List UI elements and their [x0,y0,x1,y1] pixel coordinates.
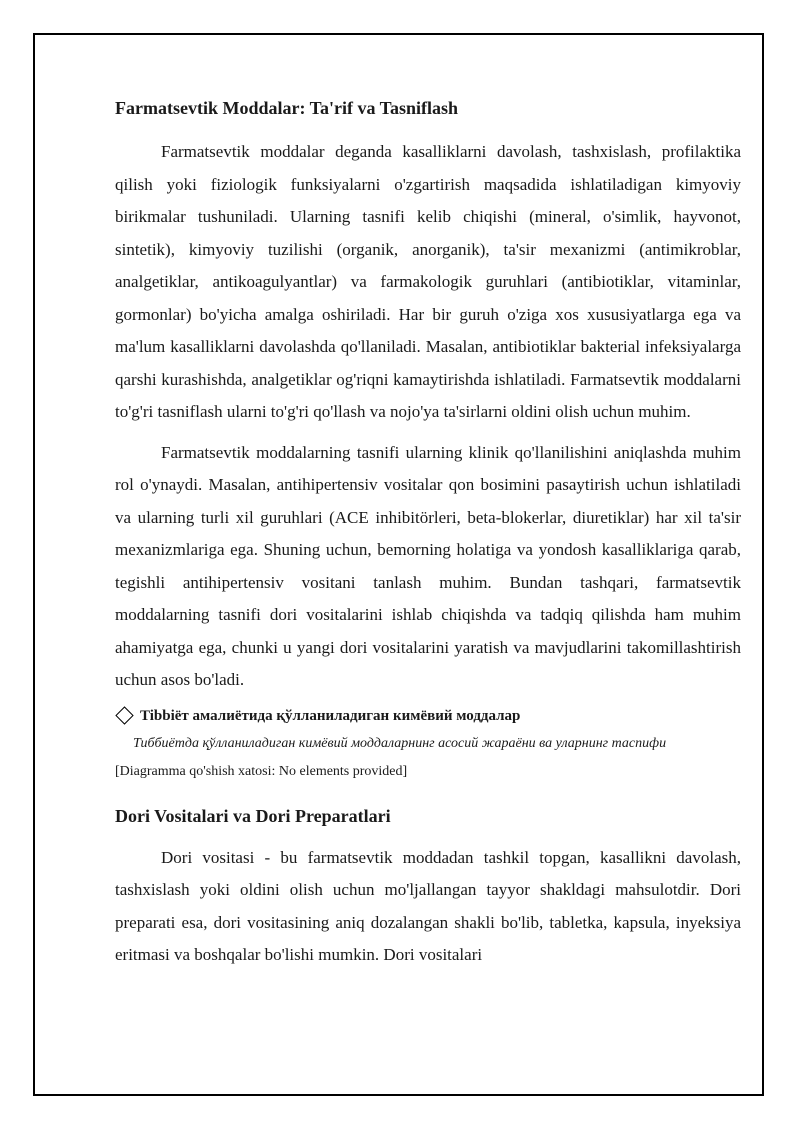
section-heading: Dori Vositalari va Dori Preparatlari [115,805,391,826]
diagram-placeholder [115,705,741,782]
paragraph: Farmatsevtik moddalar deganda kasalliklarni davolash, tashxislash, profilaktika qilish yoki fiziologik funksiyalarni o'zgartirish maqsadida ishlatiladigan kimyoviy birikmalar tushuniladi. Ularning tasnifi kelib chiqishi (mineral, o'simlik, hayvonot, sintetik), kimyoviy tuzilishi (organik, anorganik), ta'sir mexanizmi (antimikroblar, analgetiklar, antikoagulyantlar) va farmakologik guruhlari (antibiotiklar, vitaminlar, gormonlar) bo'yicha amalga oshiriladi. Har bir guruh o'ziga xos xususiyatlarga ega va ma'lum kasalliklarni davolashda qo'llaniladi. Masalan, antibiotiklar bakterial infeksiyalarga qarshi kurashishda, analgetiklar og'riqni kamaytirishda ishlatiladi. Farmatsevtik moddalarni to'g'ri tasniflash ularni to'g'ri qo'llash va nojo'ya ta'sirlarni oldini olish uchun muhim. [115,142,741,421]
paragraph: Farmatsevtik moddalarning tasnifi ularning klinik qo'llanilishini aniqlashda muhim rol o'ynaydi. Masalan, antihipertensiv vositalar qon bosimini pasaytirish uchun ishlatiladi va ularning turli xil guruhlari (ACE inhibitörleri, beta-blokerlar, diuretiklar) har xil ta'sir mexanizmlariga ega. Shuning uchun, bemorning holatiga va yondosh kasalliklariga qarab, tegishli antihipertensiv vositani tanlash muhim. Bundan tashqari, farmatsevtik moddalarning tasnifi dori vositalarini ishlab chiqishda va tadqiq qilishda ham muhim ahamiyatga ega, chunki u yangi dori vositalarini yaratish va mavjudlarini takomillashtirish uchun asos bo'ladi. [115,442,741,689]
diagram-title: Tibbiёт амалиётида қўлланиладиган кимёвий моддалар [140,707,521,724]
document-content [115,96,741,980]
diagram-title-row [115,705,741,727]
diagram-error-message: [Diagramma qo'shish xatosi: No elements provided] [115,763,408,779]
paragraph: Dori vositasi - bu farmatsevtik moddadan tashkil topgan, kasallikni davolash, tashxislash yoki oldini olish uchun mo'ljallangan tayyor shakldagi mahsulotdir. Dori preparati esa, dori vositasining aniq dozalangan shakli bo'lib, tabletka, kapsula, inyeksiya eritmasi va boshqalar bo'lishi mumkin. Dori vositalari [115,847,741,964]
section-heading: Farmatsevtik Moddalar: Ta'rif va Tasniflash [115,98,459,118]
diagram-description: Тиббиётда қўлланиладиган кимёвий моддаларнинг асосий жараёни ва уларнинг тасnифи [133,735,667,751]
diamond-icon [115,706,133,724]
